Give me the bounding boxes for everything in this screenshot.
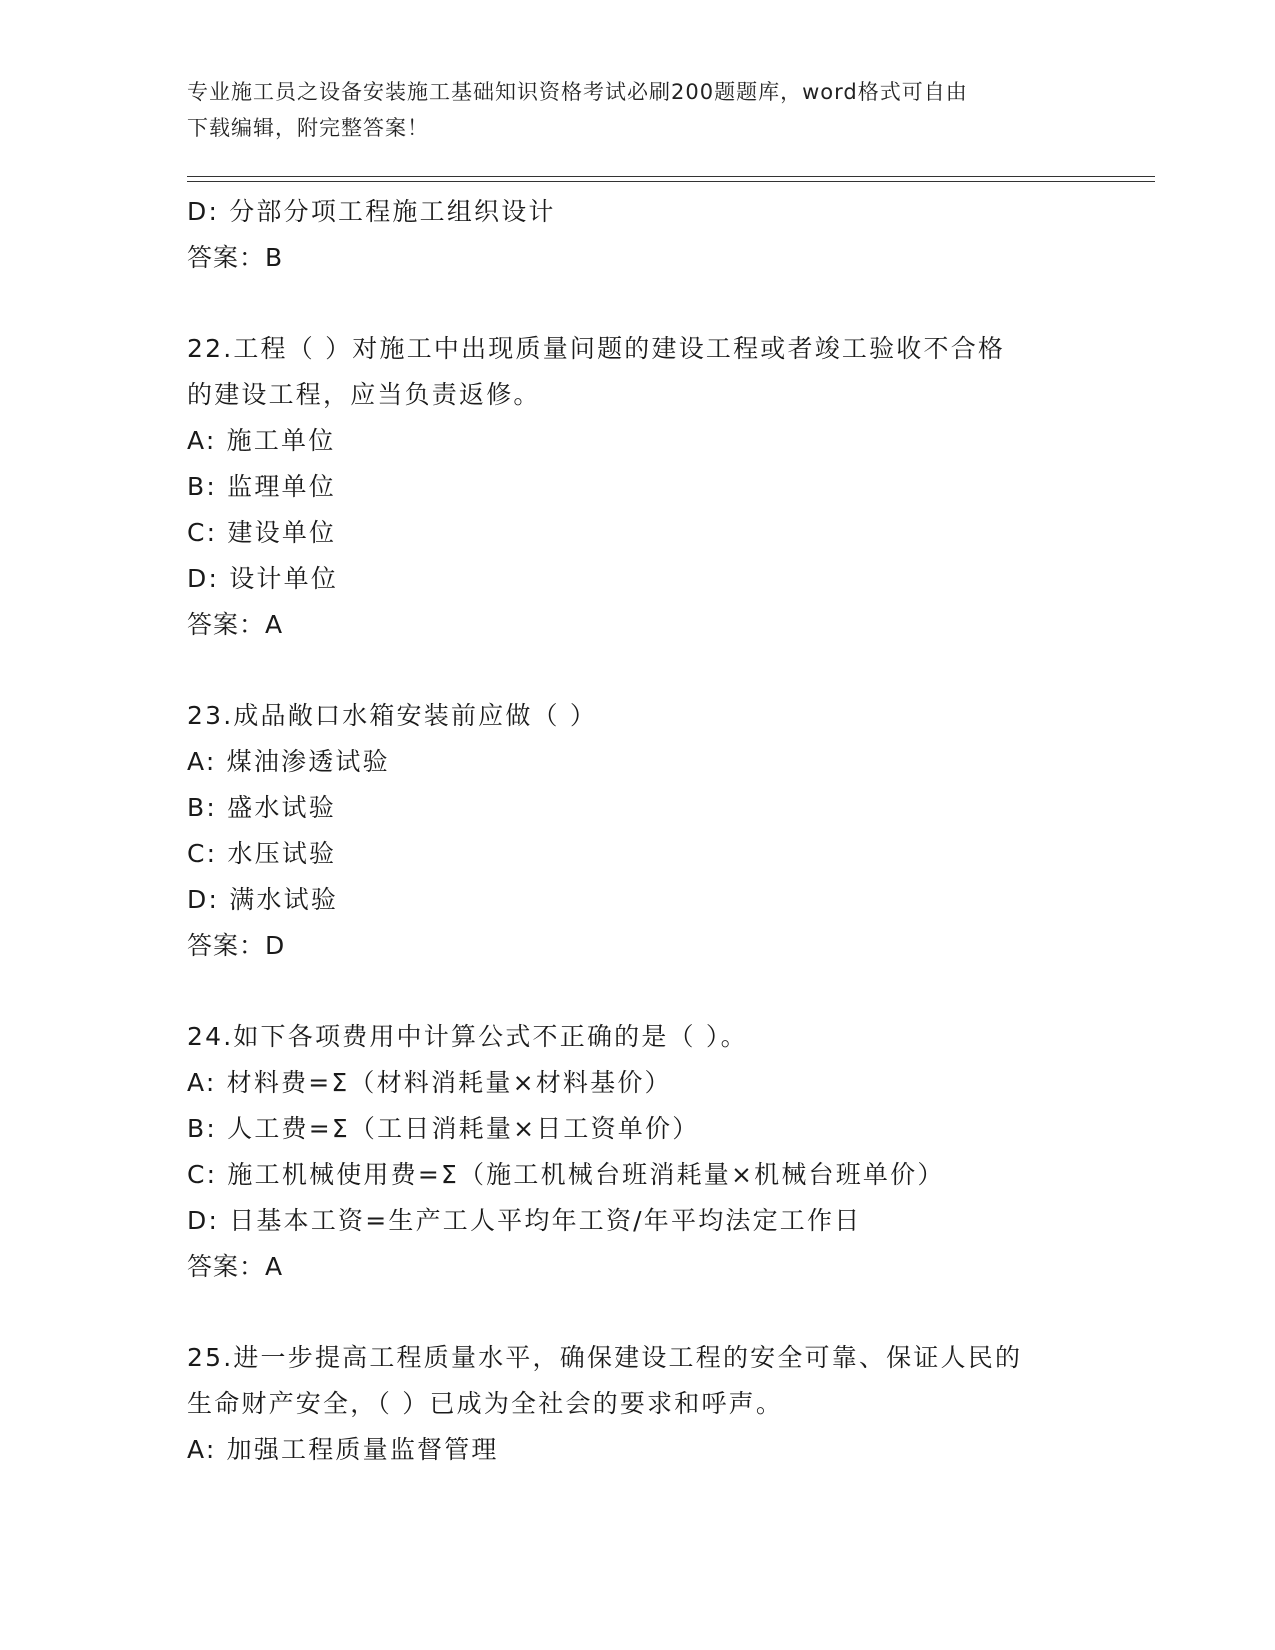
question-stem: 25.进一步提高工程质量水平，确保建设工程的安全可靠、保证人民的 xyxy=(187,1343,1023,1372)
option-c: C: 建设单位 xyxy=(187,518,337,547)
answer-line: 答案：B xyxy=(187,243,284,272)
header-divider-top xyxy=(187,176,1155,177)
question-22 xyxy=(187,326,1087,648)
answer-line: 答案：A xyxy=(187,1252,284,1281)
option-c: C: 施工机械使用费=Σ（施工机械台班消耗量×机械台班单价） xyxy=(187,1160,945,1189)
spacer xyxy=(187,969,1087,1014)
question-stem: 24.如下各项费用中计算公式不正确的是（ ）。 xyxy=(187,1022,748,1051)
header-divider-bottom xyxy=(187,181,1155,182)
option-c: C: 水压试验 xyxy=(187,839,337,868)
header-line-2: 下载编辑，附完整答案！ xyxy=(187,116,429,140)
option-a: A: 加强工程质量监督管理 xyxy=(187,1435,499,1464)
answer-line: 答案：A xyxy=(187,610,284,639)
option-d: D: 设计单位 xyxy=(187,564,339,593)
spacer xyxy=(187,281,1087,326)
option-b: B: 人工费=Σ（工日消耗量×日工资单价） xyxy=(187,1114,700,1143)
question-stem-continued: 生命财产安全，（ ）已成为全社会的要求和呼声。 xyxy=(187,1389,784,1418)
question-stem: 22.工程（ ）对施工中出现质量问题的建设工程或者竣工验收不合格 xyxy=(187,334,1006,363)
question-25 xyxy=(187,1335,1087,1473)
header-line-1: 专业施工员之设备安装施工基础知识资格考试必刷200题题库，word格式可自由 xyxy=(187,80,968,104)
option-a: A: 材料费=Σ（材料消耗量×材料基价） xyxy=(187,1068,672,1097)
answer-line: 答案：D xyxy=(187,931,286,960)
option-b: B: 监理单位 xyxy=(187,472,336,501)
question-23 xyxy=(187,693,1087,969)
option-d: D: 日基本工资=生产工人平均年工资/年平均法定工作日 xyxy=(187,1206,862,1235)
document-header xyxy=(187,74,1067,146)
question-content xyxy=(187,189,1087,1473)
option-a: A: 煤油渗透试验 xyxy=(187,747,390,776)
question-stem: 23.成品敞口水箱安装前应做（ ） xyxy=(187,701,598,730)
spacer xyxy=(187,1290,1087,1335)
question-24 xyxy=(187,1014,1087,1290)
option-a: A: 施工单位 xyxy=(187,426,336,455)
option-d: D: 满水试验 xyxy=(187,885,339,914)
spacer xyxy=(187,648,1087,693)
option-d: D: 分部分项工程施工组织设计 xyxy=(187,197,556,226)
option-b: B: 盛水试验 xyxy=(187,793,336,822)
question-stem-continued: 的建设工程，应当负责返修。 xyxy=(187,380,541,409)
